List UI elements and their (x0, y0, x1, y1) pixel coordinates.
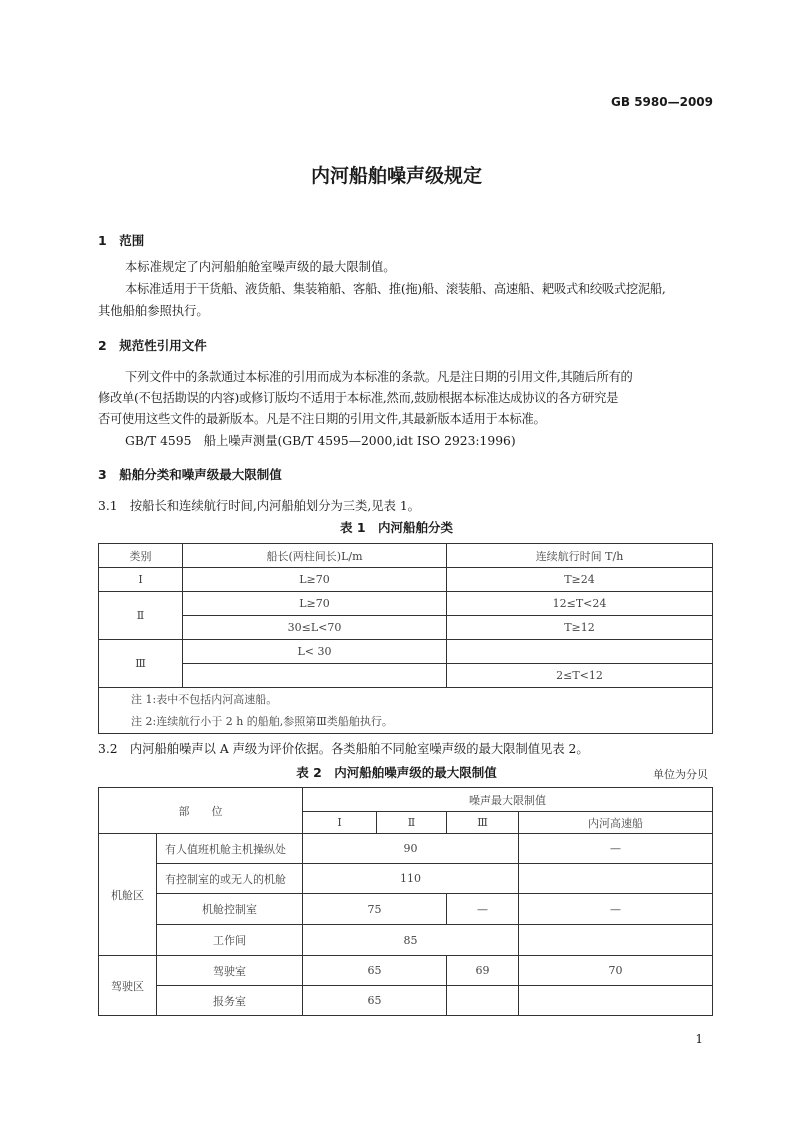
table-2-header-limit: 噪声最大限制值 (303, 788, 713, 812)
table-1-category-iii: Ⅲ (99, 640, 183, 688)
table-1-note-2: 注 2:连续航行小于 2 h 的船舶,参照第Ⅲ类船舶执行。 (131, 714, 393, 728)
table-1-cell: 2≤T<12 (447, 664, 713, 688)
table-2-cell: 90 (303, 834, 519, 864)
section-2-para-line-2: 修改单(不包括勘误的内容)或修订版均不适用于本标准,然而,鼓励根据本标准达成协议的各方研究是 (98, 391, 619, 405)
table-2-zone-engine: 机舱区 (99, 834, 157, 956)
section-1-heading: 1 范围 (98, 233, 145, 248)
table-2-header-iii: Ⅲ (447, 812, 519, 834)
table-1-note-1: 注 1:表中不包括内河高速船。 (131, 692, 278, 706)
table-1-cell: 30≤L<70 (183, 616, 447, 640)
section-3-1-text: 3.1 按船长和连续航行时间,内河船舶划分为三类,见表 1。 (98, 499, 420, 513)
table-2-zone-bridge: 驾驶区 (99, 956, 157, 1016)
table-1-cell: 12≤T<24 (447, 592, 713, 616)
table-2-cell: 65 (303, 956, 447, 986)
table-2-unit: 单位为分贝 (653, 768, 708, 781)
section-2-reference: GB/T 4595 船上噪声测量(GB/T 4595—2000,idt ISO 2923:1996) (125, 434, 516, 448)
table-1-header-time: 连续航行时间 T/h (447, 544, 713, 568)
table-2-cell (447, 986, 519, 1016)
table-1 (98, 543, 713, 734)
table-1-category-i: Ⅰ (99, 568, 183, 592)
table-2-row-name: 有控制室的或无人的机舱 (157, 864, 303, 894)
section-1-para-2-line-1: 本标准适用于干货船、液货船、集装箱船、客船、推(拖)船、滚装船、高速船、耙吸式和绞吸式挖泥船, (125, 282, 666, 296)
table-2-header-high-speed: 内河高速船 (519, 812, 713, 834)
table-2-header-i: Ⅰ (303, 812, 377, 834)
document-title: 内河船舶噪声级规定 (310, 165, 482, 187)
section-2-para-line-3: 否可使用这些文件的最新版本。凡是不注日期的引用文件,其最新版本适用于本标准。 (98, 412, 546, 426)
table-1-cell (183, 664, 447, 688)
table-2-cell: 65 (303, 986, 447, 1016)
section-2-para-line-1: 下列文件中的条款通过本标准的引用而成为本标准的条款。凡是注日期的引用文件,其随后所有的 (125, 370, 633, 384)
table-2 (98, 787, 713, 1016)
table-1-header-category: 类别 (99, 544, 183, 568)
table-2-cell: 75 (303, 894, 447, 925)
table-2-row-name: 工作间 (157, 925, 303, 956)
table-2-row-name: 报务室 (157, 986, 303, 1016)
table-1-cell (447, 640, 713, 664)
section-3-2-text: 3.2 内河船舶噪声以 A 声级为评价依据。各类船舶不同舱室噪声级的最大限制值见表 2。 (98, 742, 589, 756)
table-2-cell: — (519, 894, 713, 925)
section-2-heading: 2 规范性引用文件 (98, 338, 207, 353)
table-1-notes (99, 688, 713, 734)
table-1-caption: 表 1 内河船舶分类 (339, 520, 454, 535)
table-1-cell: L< 30 (183, 640, 447, 664)
table-2-cell: — (519, 834, 713, 864)
table-2-row-name: 机舱控制室 (157, 894, 303, 925)
table-2-cell: 69 (447, 956, 519, 986)
section-3-heading: 3 船舶分类和噪声级最大限制值 (98, 467, 282, 482)
section-1-para-1: 本标准规定了内河船舶舱室噪声级的最大限制值。 (125, 260, 396, 274)
table-1-header-length: 船长(两柱间长)L/m (183, 544, 447, 568)
table-2-row-name: 有人值班机舱主机操纵处 (157, 834, 303, 864)
page-number: 1 (695, 1032, 703, 1046)
table-2-cell: 110 (303, 864, 519, 894)
table-2-cell: 85 (303, 925, 519, 956)
table-2-cell: — (447, 894, 519, 925)
table-2-cell: 70 (519, 956, 713, 986)
table-2-caption: 表 2 内河船舶噪声级的最大限制值 (296, 765, 497, 780)
table-1-cell: T≥24 (447, 568, 713, 592)
table-1-cell: L≥70 (183, 592, 447, 616)
table-2-header-part: 部 位 (99, 788, 303, 834)
section-1-para-2-line-2: 其他船舶参照执行。 (98, 304, 209, 318)
standard-number: GB 5980—2009 (611, 95, 713, 109)
table-1-cell: T≥12 (447, 616, 713, 640)
table-2-cell (519, 925, 713, 956)
table-2-cell (519, 986, 713, 1016)
table-2-row-name: 驾驶室 (157, 956, 303, 986)
table-1-cell: L≥70 (183, 568, 447, 592)
table-2-cell (519, 864, 713, 894)
table-2-header-ii: Ⅱ (377, 812, 447, 834)
table-1-category-ii: Ⅱ (99, 592, 183, 640)
